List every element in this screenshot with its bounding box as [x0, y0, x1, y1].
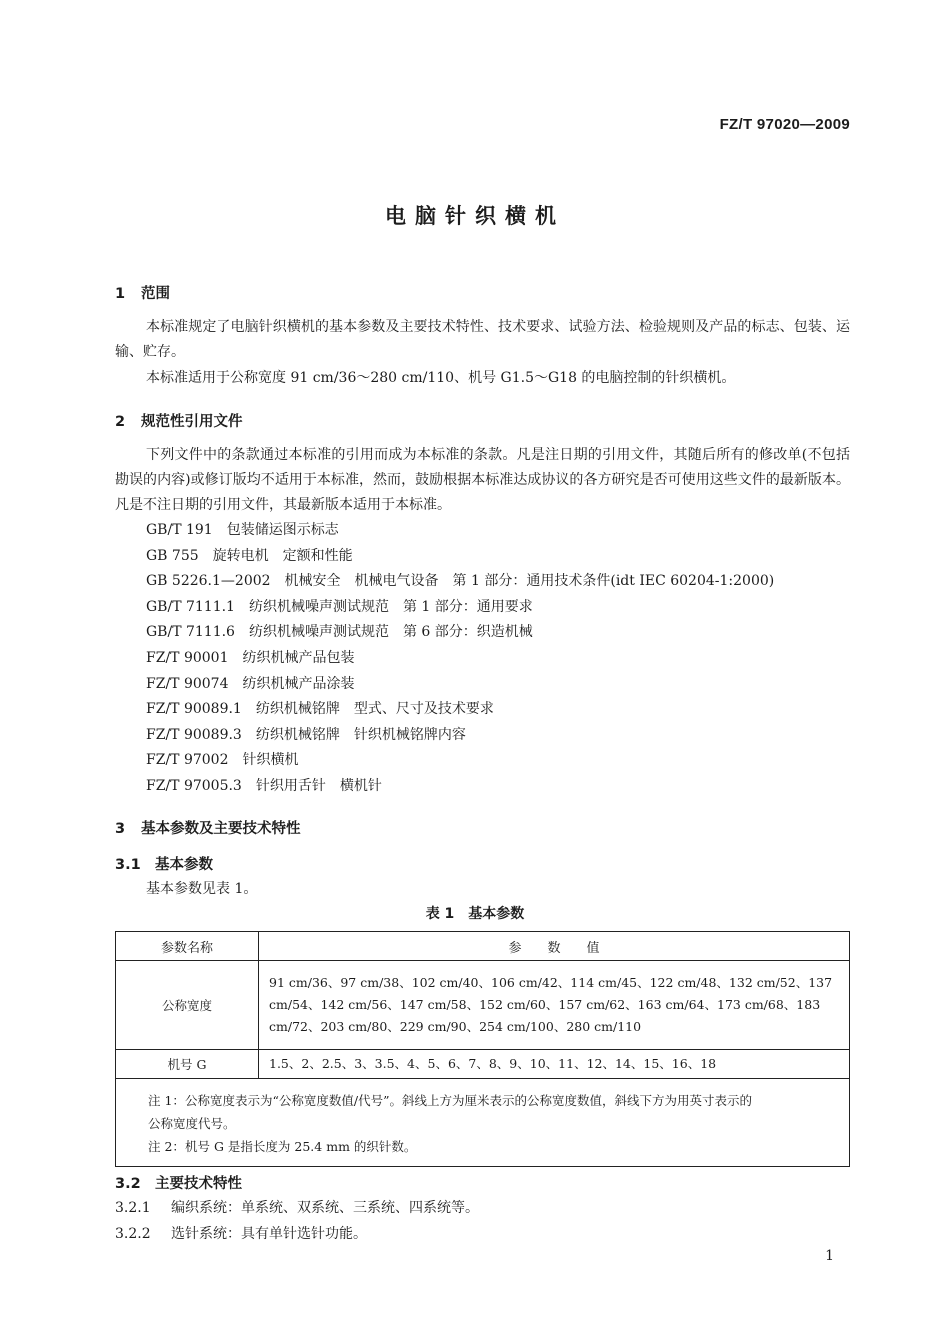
- column-header-parameter-name: 参数名称: [116, 932, 259, 961]
- reference-item: [146, 646, 774, 672]
- normative-reference-list: [146, 518, 774, 800]
- reference-code: FZ/T 90001: [146, 649, 229, 666]
- clause-text: 编织系统：单系统、双系统、三系统、四系统等。: [171, 1200, 479, 1216]
- section-title: 规范性引用文件: [141, 414, 243, 430]
- clause-text: 选针系统：具有单针选针功能。: [171, 1226, 367, 1242]
- parameter-name-cell: 公称宽度: [116, 961, 259, 1050]
- note-label: 注 1：: [148, 1093, 185, 1108]
- parameter-value-cell: 91 cm/36、97 cm/38、102 cm/40、106 cm/42、114 cm/45、122 cm/48、132 cm/52、137 cm/54、142 cm/56、147 cm/58、152 cm/60、157 cm/62、163 cm/64、173 cm/68、183 cm/72、203 cm/80、229 cm/90、254 cm/100、280 cm/110: [259, 961, 850, 1050]
- reference-code: FZ/T 90089.3: [146, 726, 242, 743]
- page-number: 1: [825, 1248, 834, 1264]
- reference-title: 纺织机械铭牌 针织机械铭牌内容: [255, 726, 466, 743]
- reference-title: 纺织机械噪声测试规范 第 6 部分：织造机械: [248, 624, 533, 641]
- table-header-row: [116, 932, 850, 961]
- reference-code: FZ/T 97002: [146, 752, 229, 769]
- reference-item: [146, 620, 774, 646]
- section-1-para-2: 本标准适用于公称宽度 91 cm/36～280 cm/110、机号 G1.5～G18 的电脑控制的针织横机。: [146, 370, 736, 386]
- table-note: [148, 1135, 835, 1158]
- section-number: 1: [115, 286, 126, 302]
- reference-item: [146, 544, 774, 570]
- subsection-3-1-heading: [115, 853, 213, 874]
- column-header-parameter-value: 参 数 值: [259, 932, 850, 961]
- reference-title: 纺织机械产品涂装: [242, 675, 355, 692]
- document-title: 电脑针织横机: [385, 204, 565, 228]
- reference-title: 包装储运图示标志: [226, 522, 339, 538]
- subsection-3-1-text: 基本参数见表 1。: [146, 881, 258, 897]
- section-title: 基本参数及主要技术特性: [141, 821, 301, 837]
- section-3-heading: [115, 817, 301, 838]
- reference-code: GB/T 7111.6: [146, 624, 235, 641]
- section-1-heading: [115, 282, 170, 303]
- section-1-para-1: 本标准规定了电脑针织横机的基本参数及主要技术特性、技术要求、试验方法、检验规则及产品的标志、包装、运输、贮存。: [115, 319, 850, 360]
- reference-item: [146, 672, 774, 698]
- standard-number: FZ/T 97020—2009: [719, 116, 850, 133]
- subsection-title: 主要技术特性: [155, 1176, 242, 1192]
- reference-title: 机械安全 机械电气设备 第 1 部分：通用技术条件(idt IEC 60204-1:2000): [284, 573, 775, 590]
- table-note: [148, 1089, 835, 1112]
- reference-item: [146, 569, 774, 595]
- table-row: [116, 961, 850, 1050]
- reference-item: [146, 697, 774, 723]
- reference-title: 针织横机: [242, 752, 299, 769]
- reference-code: GB 5226.1—2002: [146, 573, 271, 590]
- reference-code: GB/T 191: [146, 522, 213, 538]
- section-number: 3: [115, 821, 126, 837]
- note-label: 注 2：: [148, 1139, 185, 1154]
- parameter-name-cell: 机号 G: [116, 1050, 259, 1079]
- parameter-value-cell: 1.5、2、2.5、3、3.5、4、5、6、7、8、9、10、11、12、14、15、16、18: [259, 1050, 850, 1079]
- basic-parameters-table: [115, 931, 850, 1167]
- clause-3-2-1: [115, 1197, 479, 1217]
- clause-3-2-2: [115, 1223, 367, 1243]
- reference-code: FZ/T 90074: [146, 675, 229, 692]
- reference-title: 针织用舌针 横机针: [255, 777, 382, 794]
- section-2-intro: 下列文件中的条款通过本标准的引用而成为本标准的条款。凡是注日期的引用文件，其随后所有的修改单(不包括勘误的内容)或修订版均不适用于本标准，然而，鼓励根据本标准达成协议的各方研究是否可使用这些文件的最新版本。凡是不注日期的引用文件，其最新版本适用于本标准。: [115, 447, 850, 513]
- reference-item: [146, 748, 774, 774]
- reference-item: [146, 518, 774, 544]
- section-2-heading: [115, 410, 243, 431]
- subsection-title: 基本参数: [155, 857, 213, 873]
- note-text: 公称宽度表示为“公称宽度数值/代号”。斜线上方为厘米表示的公称宽度数值，斜线下方为用英寸表示的: [185, 1093, 752, 1108]
- reference-code: GB/T 7111.1: [146, 598, 235, 615]
- table-caption: 表 1 基本参数: [425, 906, 525, 922]
- reference-code: GB 755: [146, 547, 199, 564]
- subsection-3-2-heading: [115, 1172, 242, 1193]
- table-notes-row: [116, 1079, 850, 1167]
- reference-code: FZ/T 90089.1: [146, 701, 242, 718]
- table-note-continuation: 公称宽度代号。: [148, 1116, 236, 1131]
- table-row: [116, 1050, 850, 1079]
- reference-title: 纺织机械产品包装: [242, 649, 355, 666]
- clause-number: 3.2.1: [115, 1200, 151, 1216]
- reference-item: [146, 723, 774, 749]
- reference-item: [146, 774, 774, 800]
- subsection-number: 3.1: [115, 857, 141, 873]
- reference-title: 旋转电机 定额和性能: [212, 547, 353, 564]
- section-title: 范围: [141, 286, 170, 302]
- reference-code: FZ/T 97005.3: [146, 777, 242, 794]
- reference-title: 纺织机械铭牌 型式、尺寸及技术要求: [255, 701, 494, 718]
- reference-title: 纺织机械噪声测试规范 第 1 部分：通用要求: [248, 598, 533, 615]
- subsection-number: 3.2: [115, 1176, 141, 1192]
- note-text: 机号 G 是指长度为 25.4 mm 的织针数。: [185, 1139, 417, 1154]
- section-number: 2: [115, 414, 126, 430]
- clause-number: 3.2.2: [115, 1226, 151, 1242]
- reference-item: [146, 595, 774, 621]
- table-notes-cell: [116, 1079, 850, 1167]
